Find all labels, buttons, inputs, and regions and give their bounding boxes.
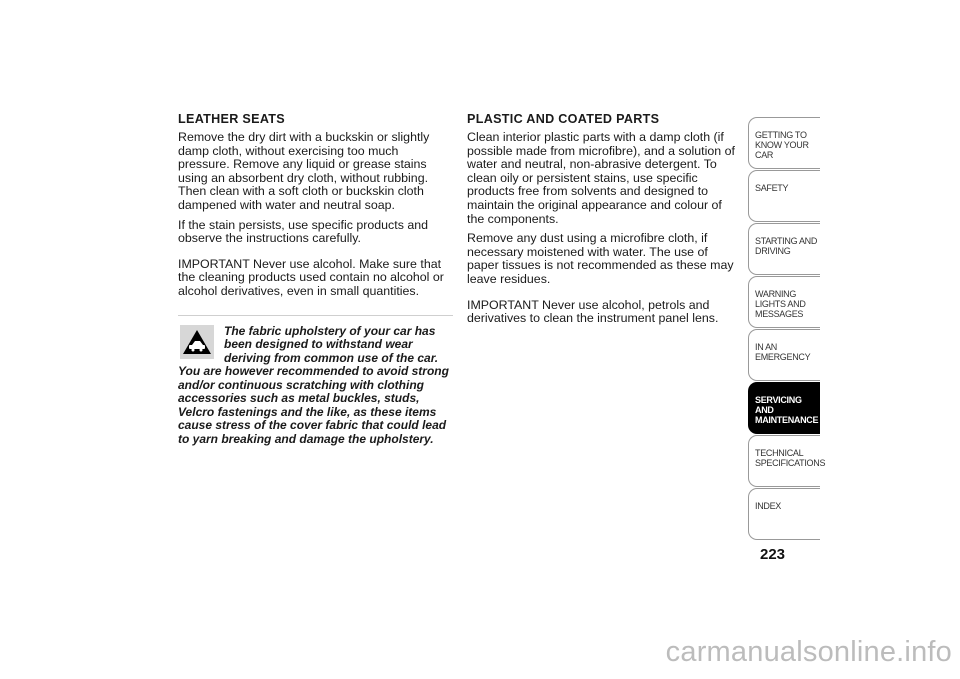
plastic-parts-heading: PLASTIC AND COATED PARTS (467, 112, 660, 126)
tab-index[interactable]: INDEX (748, 488, 820, 540)
right-column (467, 112, 735, 332)
section-tabs (748, 117, 826, 541)
plastic-paragraph-1: Clean interior plastic parts with a damp cloth (if possible made from microfibre), and a solution of water and neutral, non-abrasive detergent. To clean oily or persistent stains, use specific products free from solvents and designed to maintain the original appearance and colour of the components. (467, 130, 735, 226)
leather-paragraph-1: Remove the dry dirt with a buckskin or slightly damp cloth, without exercising too much pressure. Remove any liquid or grease stains using an absorbent dry cloth, without rubbing. Then clean with a soft cloth or buckskin cloth dampened with water and neutral soap. (178, 130, 430, 212)
tab-emergency[interactable]: IN AN EMERGENCY (748, 329, 820, 381)
leather-important-note: IMPORTANT Never use alcohol. Make sure that the cleaning products used contain no alcohol or alcohol derivatives, even in small quantities. (178, 256, 444, 298)
leather-seats-heading: LEATHER SEATS (178, 112, 285, 126)
plastic-important-note: IMPORTANT Never use alcohol, petrols and derivatives to clean the instrument panel lens. (467, 297, 719, 326)
leather-paragraph-2: If the stain persists, use specific products and observe the instructions carefully. (178, 217, 429, 246)
tab-starting-driving[interactable]: STARTING AND DRIVING (748, 223, 820, 275)
plastic-paragraph-2: Remove any dust using a microfibre cloth, if necessary moistened with water. The use of paper tissues is not recommended as these may leave residues. (467, 231, 734, 286)
page-number: 223 (760, 546, 786, 563)
left-column (178, 112, 453, 446)
tab-warning-lights[interactable]: WARNING LIGHTS AND MESSAGES (748, 276, 820, 328)
tab-getting-to-know[interactable]: GETTING TO KNOW YOUR CAR (748, 117, 820, 169)
tab-servicing-maintenance[interactable]: SERVICING AND MAINTENANCE (748, 382, 820, 434)
warning-text: The fabric upholstery of your car has been designed to withstand wear deriving from common use of the car. You are however recommended to avoid strong and/or continuous scratching with clothing accessories such as metal buckles, studs, Velcro fastenings and the like, as these items cause stress of the cover fabric that could lead to yarn breaking and damage the upholstery. (178, 323, 449, 446)
tab-safety[interactable]: SAFETY (748, 170, 820, 222)
car-seat-warning-icon (180, 325, 214, 359)
watermark: carmanualsonline.info (665, 636, 952, 668)
tab-technical-specifications[interactable]: TECHNICAL SPECIFICATIONS (748, 435, 820, 487)
upholstery-warning (178, 315, 453, 447)
